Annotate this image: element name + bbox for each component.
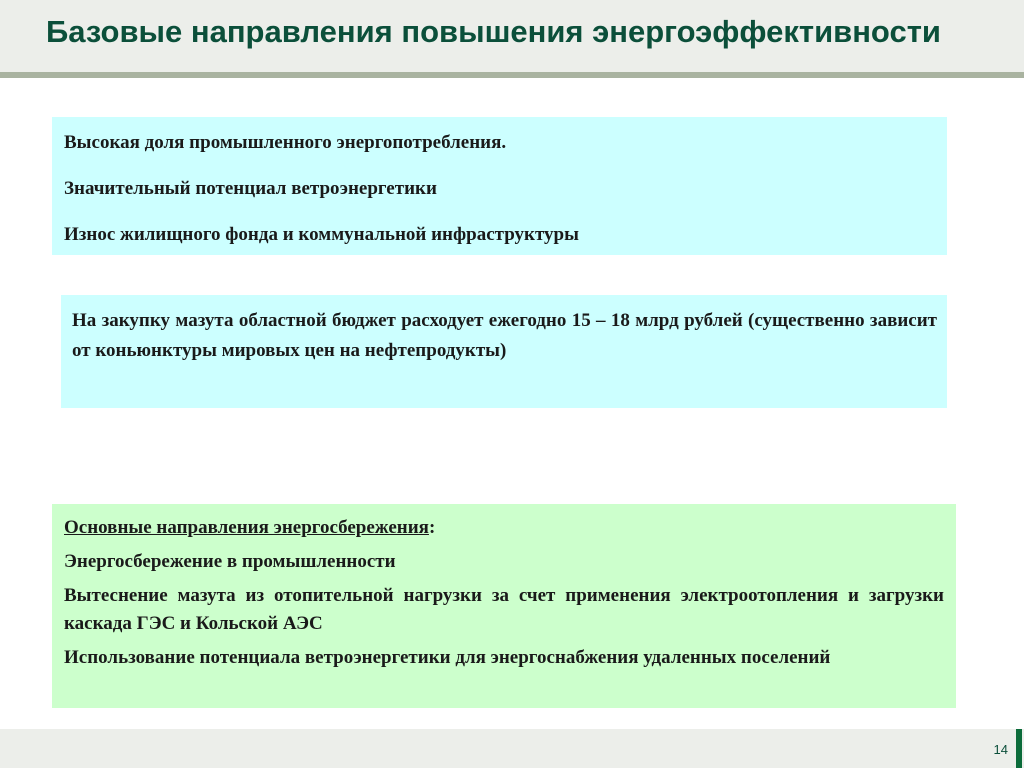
slide-title: Базовые направления повышения энергоэффективности — [46, 14, 941, 49]
page-number: 14 — [993, 742, 1008, 757]
factors-box — [52, 117, 947, 255]
directions-heading-colon: : — [428, 517, 436, 538]
factor-item: Износ жилищного фонда и коммунальной инфраструктуры — [64, 224, 579, 245]
footer-band — [0, 729, 1024, 768]
directions-box — [52, 504, 956, 708]
header-divider — [0, 72, 1024, 78]
factor-item: Высокая доля промышленного энергопотребления. — [64, 132, 507, 153]
budget-box — [61, 295, 947, 408]
directions-heading-text: Основные направления энергосбережения — [64, 517, 429, 538]
budget-text: На закупку мазута областной бюджет расходует ежегодно 15 – 18 млрд рублей (существенно зависит от коньюнктуры мировых цен на нефтепродукты) — [72, 310, 937, 361]
footer-accent-bar — [1016, 729, 1022, 768]
factor-item: Значительный потенциал ветроэнергетики — [64, 178, 437, 199]
directions-heading — [64, 514, 944, 542]
direction-item: Использование потенциала ветроэнергетики для энергоснабжения удаленных поселений — [64, 647, 831, 668]
direction-item: Энергосбережение в промышленности — [64, 551, 396, 572]
direction-item: Вытеснение мазута из отопительной нагрузки за счет применения электроотопления и загрузки каскада ГЭС и Кольской АЭС — [64, 585, 944, 634]
